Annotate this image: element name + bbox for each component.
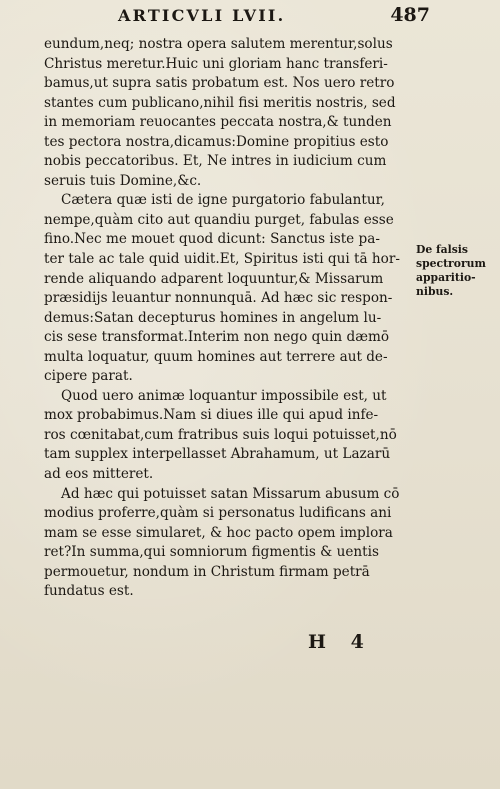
margin-note-line: spectrorum — [416, 257, 486, 270]
signature-mark: H 4 — [308, 631, 373, 653]
text-line: cis sese transformat.Interim non nego quin dæmō — [44, 329, 390, 346]
text-line: Cætera quæ isti de igne purgatorio fabulantur, — [61, 192, 385, 209]
text-line: multa loquatur, quum homines aut terrere aut de- — [44, 348, 388, 365]
text-line: mam se esse simularet, & hoc pacto opem implora — [44, 524, 393, 541]
text-line: Quod uero animæ loquantur impossibile est, ut — [61, 387, 387, 404]
text-line: Ad hæc qui potuisset satan Missarum abusum cō — [61, 485, 400, 502]
main-text-block — [44, 35, 412, 602]
text-line: demus:Satan decepturus homines in angelum lu- — [44, 309, 382, 326]
margin-note-line: apparitio- — [416, 271, 476, 284]
text-line: ad eos mitteret. — [44, 466, 154, 483]
text-line: cipere parat. — [44, 368, 133, 385]
margin-note-line: De falsis — [416, 243, 468, 256]
text-line: stantes cum publicano,nihil fisi meritis nostris, sed — [44, 94, 396, 111]
margin-note — [416, 243, 496, 299]
running-head: ARTICVLI LVII. — [118, 6, 286, 25]
page-header — [118, 4, 430, 28]
text-line: permouetur, nondum in Christum firmam petrā — [44, 563, 370, 580]
text-line: præsidijs leuantur nonnunquā. Ad hæc sic respon- — [44, 290, 393, 307]
text-line: bamus,ut supra satis probatum est. Nos uero retro — [44, 75, 395, 92]
page-number: 487 — [390, 4, 430, 26]
text-line: tes pectora nostra,dicamus:Domine propitius esto — [44, 133, 389, 150]
paragraph-2 — [44, 191, 412, 386]
text-line: eundum,neq; nostra opera salutem merentur,solus — [44, 36, 393, 52]
text-line: fino.Nec me mouet quod dicunt: Sanctus iste pa- — [44, 231, 380, 248]
text-line: nobis peccatoribus. Et, Ne intres in iudicium cum — [44, 153, 387, 170]
margin-note-line: nibus. — [416, 285, 454, 298]
text-line: ter tale ac tale quid uidit.Et, Spiritus isti qui tā hor- — [44, 251, 400, 268]
text-line: fundatus est. — [44, 583, 134, 600]
text-line: rende aliquando adparent loquuntur,& Missarum — [44, 270, 384, 287]
text-line: ros cœnitabat,cum fratribus suis loqui potuisset,nō — [44, 426, 397, 443]
text-line: tam supplex interpellasset Abrahamum, ut Lazarū — [44, 446, 391, 463]
text-line: modius proferre,quàm si personatus ludificans ani — [44, 505, 392, 522]
text-line: ret?In summa,qui somniorum figmentis & uentis — [44, 544, 379, 561]
text-line: seruis tuis Domine,&c. — [44, 172, 202, 189]
paragraph-4 — [44, 485, 412, 602]
text-line: in memoriam reuocantes peccata nostra,& tunden — [44, 114, 392, 131]
paragraph-1 — [44, 35, 412, 191]
paragraph-3 — [44, 387, 412, 485]
text-line: mox probabimus.Nam si diues ille qui apud infe- — [44, 407, 379, 424]
text-line: Christus meretur.Huic uni gloriam hanc transferi- — [44, 55, 388, 72]
text-line: nempe,quàm cito aut quandiu purget, fabulas esse — [44, 211, 394, 228]
